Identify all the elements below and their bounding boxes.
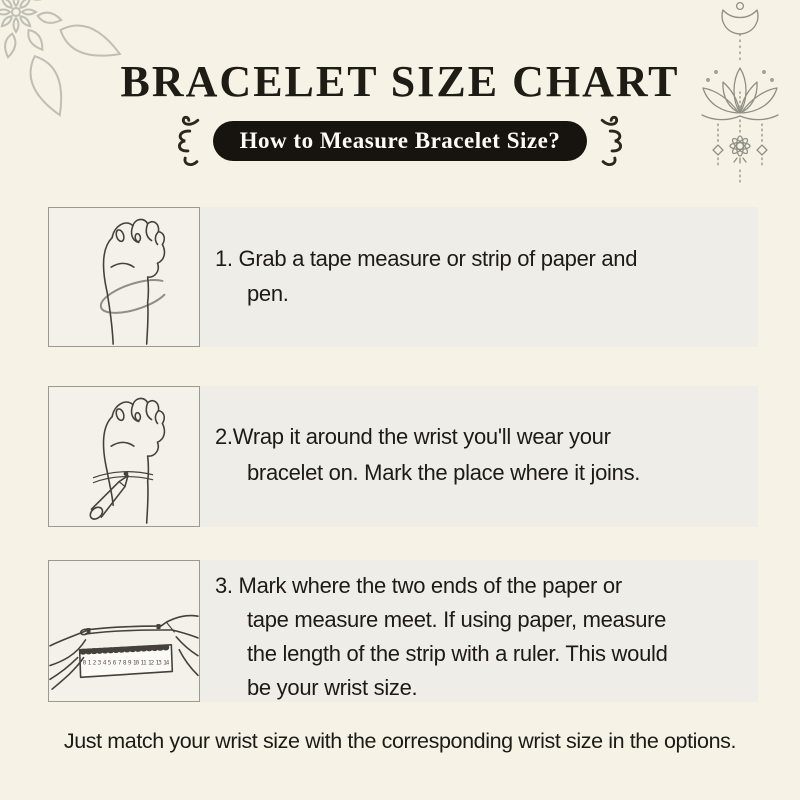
step1-line-1: 1. Grab a tape measure or strip of paper and (215, 246, 638, 271)
step3-line-4: be your wrist size. (247, 675, 418, 700)
step3-line-3: the length of the strip with a ruler. This would (247, 641, 668, 666)
step2-text (215, 386, 758, 527)
step-row-1 (48, 207, 758, 347)
step1-line-2: pen. (247, 281, 289, 306)
curly-flourish-left-icon (171, 114, 203, 168)
step2-illustration-box (48, 386, 200, 527)
ruler-numbers: 0 1 2 3 4 5 6 7 8 9 10 11 12 13 14 (82, 659, 170, 667)
step3-line-2: tape measure meet. If using paper, measure (247, 607, 667, 632)
footer-note: Just match your wrist size with the corresponding wrist size in the options. (63, 729, 737, 753)
step3-text (215, 560, 758, 702)
step1-illustration-box (48, 207, 200, 347)
step-row-3 (48, 560, 758, 702)
hands-holding-strip-over-ruler-icon (49, 561, 199, 701)
step3-illustration-box (48, 560, 200, 702)
badge-row (0, 114, 800, 168)
step3-line-1: 3. Mark where the two ends of the paper or (215, 573, 622, 598)
how-to-measure-badge: How to Measure Bracelet Size? (213, 121, 588, 161)
step1-text (215, 207, 758, 347)
step2-line-1: 2.Wrap it around the wrist you'll wear your (215, 424, 611, 449)
page-title: BRACELET SIZE CHART (120, 57, 680, 106)
curly-flourish-right-icon (597, 114, 629, 168)
step2-line-2: bracelet on. Mark the place where it joins. (247, 460, 641, 485)
step-row-2 (48, 386, 758, 527)
hand-fist-with-pen-icon (49, 387, 199, 526)
hand-fist-with-tape-loop-icon (49, 208, 199, 346)
